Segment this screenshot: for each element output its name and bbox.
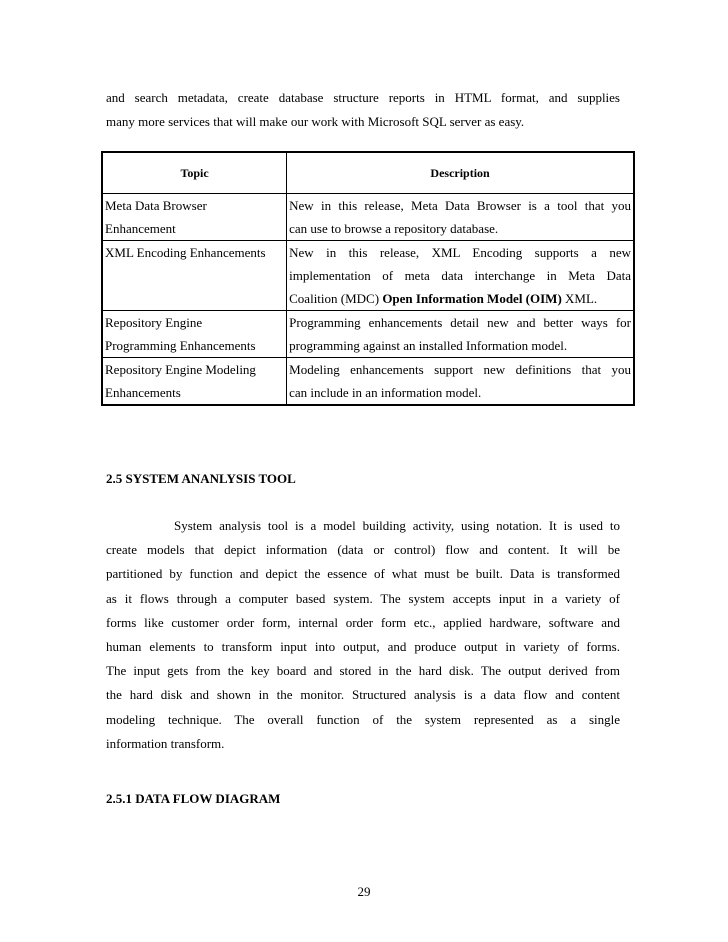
page-number: 29 (357, 884, 371, 899)
paragraph-line: human elements to transform input into output, and produce output in variety of forms. (106, 639, 620, 655)
intro-line: and search metadata, create database structure reports in HTML format, and supplies (106, 90, 620, 105)
topic-cell: XML Encoding Enhancements (102, 241, 287, 311)
table-row (102, 358, 634, 406)
paragraph-line: the hard disk and shown in the monitor. Structured analysis is a data flow and content (106, 687, 620, 703)
subsection-heading: 2.5.1 DATA FLOW DIAGRAM (106, 791, 281, 806)
table-row (102, 241, 634, 311)
column-header-topic: Topic (102, 152, 287, 194)
table-row (102, 194, 634, 241)
intro-paragraph (106, 86, 620, 134)
paragraph-line: create models that depict information (data or control) flow and content. It will be (106, 542, 620, 558)
section-heading: 2.5 SYSTEM ANANLYSIS TOOL (106, 471, 296, 486)
table-row (102, 311, 634, 358)
description-cell: Modeling enhancements support new definitions that you can include in an information model. (287, 358, 634, 406)
paragraph-line: as it flows through a computer based system. The system accepts input in a variety of (106, 590, 620, 606)
topic-cell: Meta Data Browser Enhancement (102, 194, 287, 241)
paragraph-line: modeling technique. The overall function of the system represented as a single (106, 711, 620, 727)
body-paragraph (106, 514, 620, 756)
column-header-description: Description (287, 152, 634, 194)
description-cell: New in this release, XML Encoding supports a new implementation of meta data interchange in Meta Data Coalition (MDC) Open Information Model (OIM) XML. (287, 241, 634, 311)
intro-line: many more services that will make our work with Microsoft SQL server as easy. (106, 114, 525, 129)
paragraph-line: The input gets from the key board and stored in the hard disk. The output derived from (106, 663, 620, 679)
topic-cell: Repository Engine Modeling Enhancements (102, 358, 287, 406)
paragraph-line: System analysis tool is a model building activity, using notation. It is used to (174, 518, 620, 533)
paragraph-line: partitioned by function and depict the essence of what must be built. Data is transformed (106, 566, 620, 582)
paragraph-line: forms like customer order form, internal order form etc., applied hardware, software and (106, 614, 620, 630)
oim-bold-text: Open Information Model (OIM) (382, 291, 562, 306)
enhancements-table (101, 151, 635, 406)
description-cell: New in this release, Meta Data Browser is a tool that you can use to browse a repository database. (287, 194, 634, 241)
table-header-row (102, 152, 634, 194)
topic-cell: Repository Engine Programming Enhancements (102, 311, 287, 358)
description-cell: Programming enhancements detail new and better ways for programming against an installed Information model. (287, 311, 634, 358)
paragraph-line: information transform. (106, 735, 225, 751)
